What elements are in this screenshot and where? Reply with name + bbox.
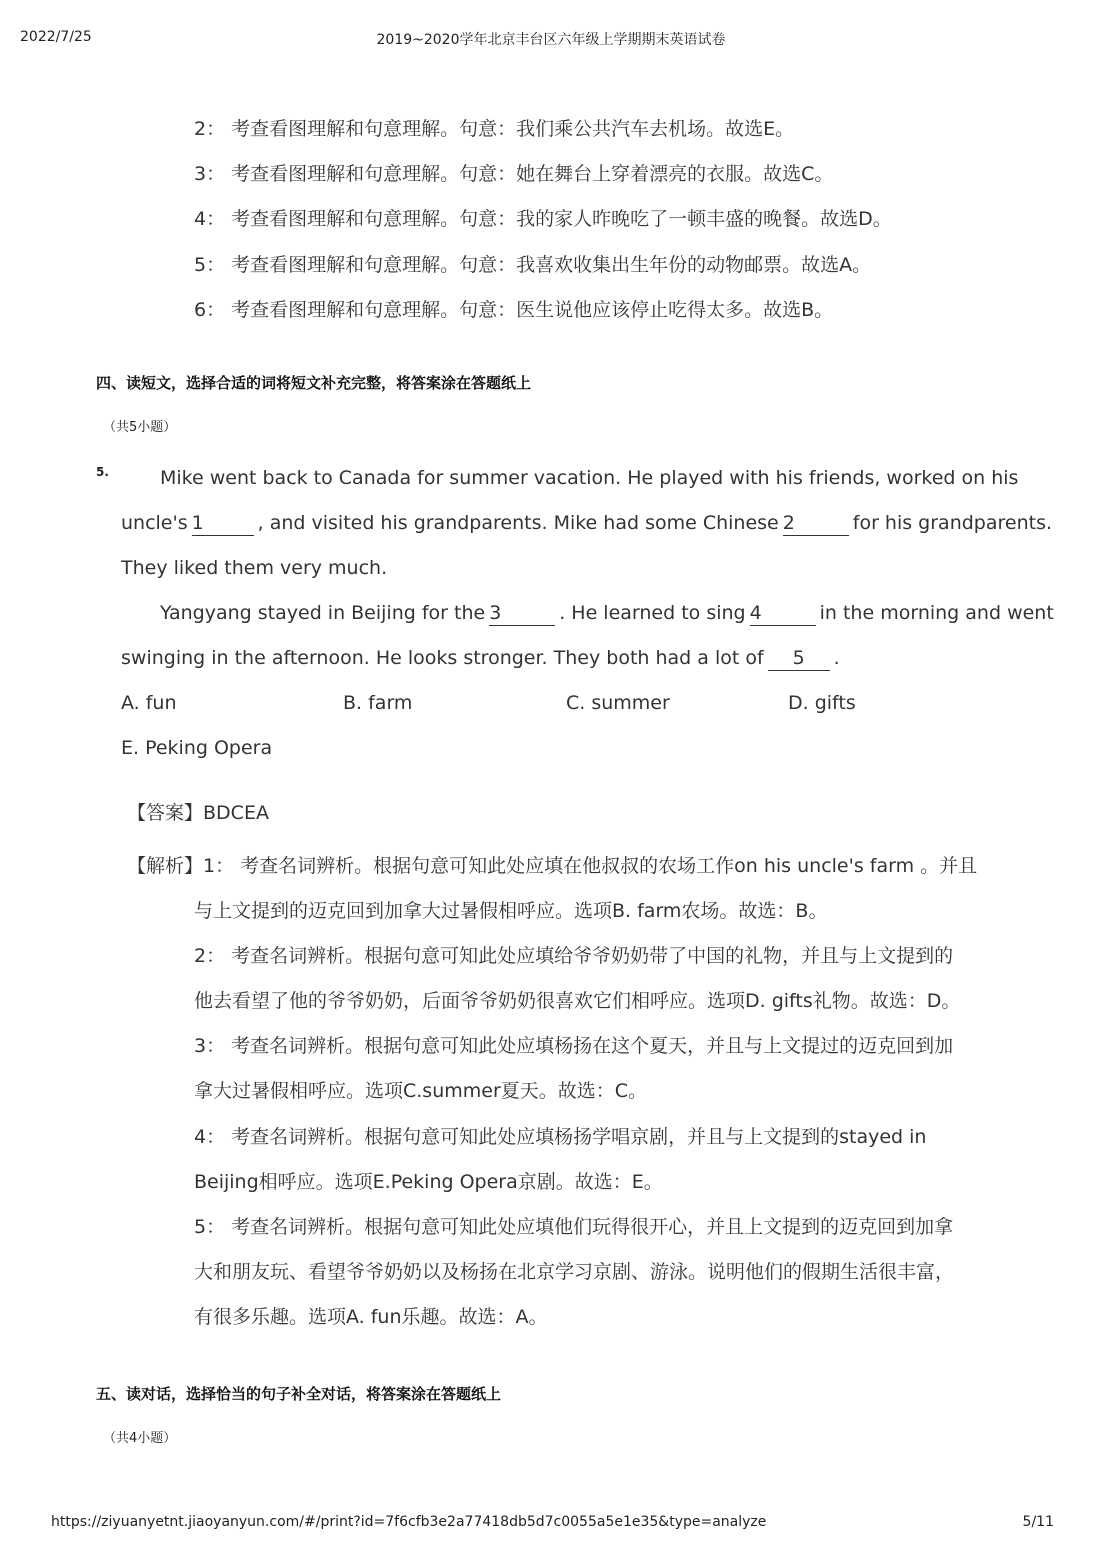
analysis-line: Beijing相呼应。选项E.Peking Opera京剧。故选：E。 [194, 1171, 663, 1193]
analysis-line: 2： 考查名词辨析。根据句意可知此处应填给爷爷奶奶带了中国的礼物，并且与上文提到的 [194, 945, 954, 967]
blank-2: 2 [783, 511, 849, 536]
section-heading: 四、读短文，选择合适的词将短文补充完整，将答案涂在答题纸上 [96, 374, 532, 392]
option-a: A. fun [121, 692, 177, 714]
blank-3: 3 [489, 601, 555, 626]
page-url[interactable]: https://ziyuanyetnt.jiaoyanyun.com/#/print?id=7f6cfb3e2a77418db5d7c0055a5e1e35&type=analyze [51, 1514, 767, 1530]
option-c: C. summer [566, 692, 670, 714]
prev-analysis-line: 4： 考查看图理解和句意理解。句意：我的家人昨晚吃了一顿丰盛的晚餐。故选D。 [194, 208, 892, 230]
prev-analysis-line: 2： 考查看图理解和句意理解。句意：我们乘公共汽车去机场。故选E。 [194, 118, 795, 140]
page-number: 5/11 [1022, 1514, 1054, 1530]
section-question-count: （共5小题） [103, 420, 177, 435]
blank-5: 5 [768, 646, 830, 671]
analysis-line: 4： 考查名词辨析。根据句意可知此处应填杨扬学唱京剧，并且与上文提到的stayed in [194, 1126, 927, 1148]
option-d: D. gifts [788, 692, 856, 714]
passage-text: swinging in the afternoon. He looks stronger. They both had a lot of [121, 647, 764, 669]
section-question-count: （共4小题） [103, 1431, 177, 1446]
analysis-line: 他去看望了他的爷爷奶奶，后面爷爷奶奶很喜欢它们相呼应。选项D. gifts礼物。故选：D。 [194, 990, 961, 1012]
answer-value: BDCEA [203, 802, 269, 824]
passage-text: . [833, 647, 840, 669]
passage-text: in the morning and went [819, 602, 1054, 624]
passage-line: Mike went back to Canada for summer vacation. He played with his friends, worked on his [160, 467, 1019, 489]
passage-line: They liked them very much. [121, 557, 388, 579]
analysis-line: 大和朋友玩、看望爷爷奶奶以及杨扬在北京学习京剧、游泳。说明他们的假期生活很丰富， [194, 1261, 955, 1283]
analysis-block [127, 0, 997, 1340]
passage-text: uncle's [121, 512, 188, 534]
answer-label: 【答案】 [127, 802, 204, 824]
prev-analysis-line: 3： 考查看图理解和句意理解。句意：她在舞台上穿着漂亮的衣服。故选C。 [194, 163, 834, 185]
option-e: E. Peking Opera [121, 737, 273, 759]
question-number: 5. [96, 465, 109, 479]
option-b: B. farm [343, 692, 413, 714]
prev-analysis-line: 6： 考查看图理解和句意理解。句意：医生说他应该停止吃得太多。故选B。 [194, 299, 834, 321]
passage-text: for his grandparents. [852, 512, 1053, 534]
section-heading: 五、读对话，选择恰当的句子补全对话，将答案涂在答题纸上 [96, 1385, 502, 1403]
prev-analysis-line: 5： 考查看图理解和句意理解。句意：我喜欢收集出生年份的动物邮票。故选A。 [194, 254, 872, 276]
passage-text: , and visited his grandparents. Mike had some Chinese [257, 512, 779, 534]
analysis-line: 3： 考查名词辨析。根据句意可知此处应填杨扬在这个夏天，并且与上文提过的迈克回到加 [194, 1035, 954, 1057]
document-title: 2019~2020学年北京丰台区六年级上学期期末英语试卷 [376, 32, 726, 48]
analysis-text: 1： 考查名词辨析。根据句意可知此处应填在他叔叔的农场工作on his uncle's farm 。并且 [203, 855, 978, 877]
analysis-line: 与上文提到的迈克回到加拿大过暑假相呼应。选项B. farm农场。故选：B。 [194, 900, 828, 922]
blank-4: 4 [750, 601, 816, 626]
print-date: 2022/7/25 [20, 29, 92, 45]
analysis-line: 有很多乐趣。选项A. fun乐趣。故选：A。 [194, 1306, 548, 1328]
analysis-first-line [127, 851, 977, 881]
passage-text: . He learned to sing [559, 602, 746, 624]
analysis-line: 拿大过暑假相呼应。选项C.summer夏天。故选：C。 [194, 1080, 648, 1102]
analysis-line: 5： 考查名词辨析。根据句意可知此处应填他们玩得很开心，并且上文提到的迈克回到加拿 [194, 1216, 954, 1238]
analysis-label: 【解析】 [127, 855, 204, 877]
blank-1: 1 [192, 511, 254, 536]
passage-text: Yangyang stayed in Beijing for the [160, 602, 486, 624]
